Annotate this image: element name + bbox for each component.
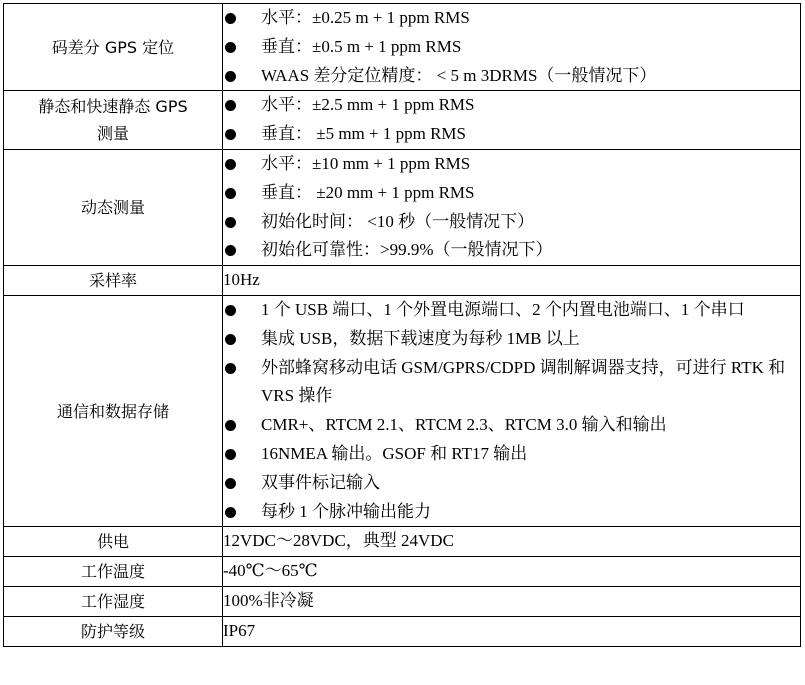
row-value xyxy=(223,295,801,526)
table-row xyxy=(4,4,801,91)
bullet-list xyxy=(223,91,800,149)
list-item: 水平：±2.5 mm + 1 ppm RMS xyxy=(223,91,796,120)
row-value: IP67 xyxy=(223,616,801,646)
row-value xyxy=(223,91,801,150)
list-item: 初始化时间： <10 秒（一般情况下） xyxy=(223,208,796,237)
table-row xyxy=(4,557,801,587)
row-label: 采样率 xyxy=(4,266,223,296)
table-row xyxy=(4,149,801,265)
list-item: CMR+、RTCM 2.1、RTCM 2.3、RTCM 3.0 输入和输出 xyxy=(223,411,796,440)
row-value xyxy=(223,149,801,265)
row-label: 工作湿度 xyxy=(4,586,223,616)
row-label xyxy=(4,91,223,150)
list-item: 垂直： ±20 mm + 1 ppm RMS xyxy=(223,179,796,208)
table-row xyxy=(4,586,801,616)
list-item: 1 个 USB 端口、1 个外置电源端口、2 个内置电池端口、1 个串口 xyxy=(223,296,796,325)
list-item: 集成 USB，数据下载速度为每秒 1MB 以上 xyxy=(223,325,796,354)
table-row xyxy=(4,266,801,296)
row-label: 动态测量 xyxy=(4,149,223,265)
row-label-line: 静态和快速静态 GPS xyxy=(38,97,188,117)
list-item: 垂直： ±5 mm + 1 ppm RMS xyxy=(223,120,796,149)
row-value: 12VDC～28VDC，典型 24VDC xyxy=(223,527,801,557)
row-value xyxy=(223,4,801,91)
row-label: 码差分 GPS 定位 xyxy=(4,4,223,91)
row-label: 防护等级 xyxy=(4,616,223,646)
list-item: 水平：±10 mm + 1 ppm RMS xyxy=(223,150,796,179)
list-item: 双事件标记输入 xyxy=(223,469,796,498)
list-item: 水平：±0.25 m + 1 ppm RMS xyxy=(223,4,796,33)
row-label: 通信和数据存储 xyxy=(4,295,223,526)
row-value: 10Hz xyxy=(223,266,801,296)
row-label-line: 测量 xyxy=(96,124,129,144)
list-item: 初始化可靠性：>99.9%（一般情况下） xyxy=(223,236,796,265)
bullet-list xyxy=(223,296,800,526)
list-item: 16NMEA 输出。GSOF 和 RT17 输出 xyxy=(223,440,796,469)
spec-table xyxy=(3,3,801,647)
list-item: 外部蜂窝移动电话 GSM/GPRS/CDPD 调制解调器支持，可进行 RTK 和 VRS 操作 xyxy=(223,354,796,412)
row-value: 100%非冷凝 xyxy=(223,586,801,616)
row-label: 供电 xyxy=(4,527,223,557)
list-item: 垂直：±0.5 m + 1 ppm RMS xyxy=(223,33,796,62)
bullet-list xyxy=(223,150,800,265)
row-label: 工作温度 xyxy=(4,557,223,587)
table-row xyxy=(4,616,801,646)
row-value: -40℃～65℃ xyxy=(223,557,801,587)
list-item: WAAS 差分定位精度： < 5 m 3DRMS（一般情况下） xyxy=(223,62,796,91)
table-row xyxy=(4,527,801,557)
bullet-list xyxy=(223,4,800,90)
list-item: 每秒 1 个脉冲输出能力 xyxy=(223,498,796,527)
table-row xyxy=(4,295,801,526)
table-row xyxy=(4,91,801,150)
